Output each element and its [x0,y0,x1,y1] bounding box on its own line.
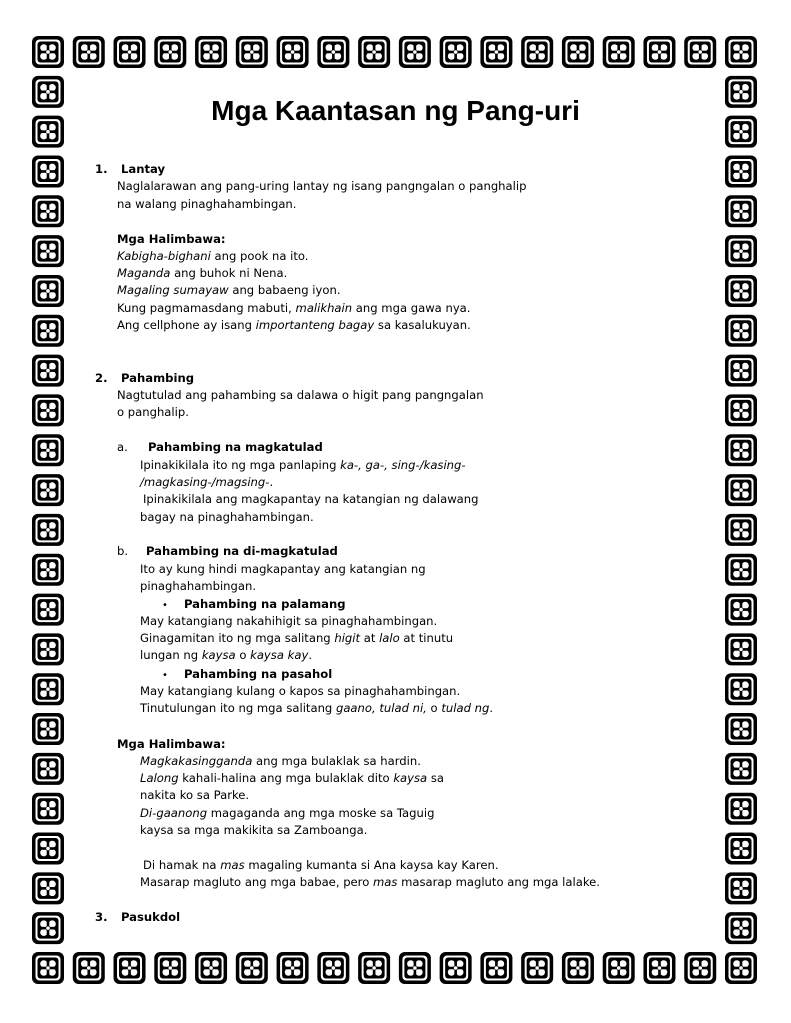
pahambing-description-line: o panghalip. [117,405,189,419]
example-text: sa [427,771,444,785]
text: lungan ng [140,648,202,662]
bullet-icon: • [162,670,168,681]
adjective: Maganda [117,266,171,280]
example-line [143,857,499,873]
example-line [117,317,471,333]
subsection-title: Pahambing na di-magkatulad [146,544,338,558]
bullet-text-line [140,647,312,663]
example-line: nakita ko sa Parke. [140,788,250,802]
example-line [140,805,434,821]
section-title: Lantay [121,162,166,176]
subsection-text-line: Ipinakikilala ang magkapantay na katangian ng dalawang [143,492,479,506]
text: o [235,648,251,662]
subsection-text-line: Ito ay kung hindi magkapantay ang katangian ng [140,562,426,576]
adjective: importanteng bagay [255,318,375,332]
example-text: magaganda ang mga moske sa Taguig [207,806,435,820]
example-line [117,248,308,264]
bullet-heading-palamang [162,596,346,614]
text: at [360,631,380,645]
keyword: lalo [379,631,400,645]
section-number: 1. [95,162,108,176]
subsection-text-line [140,474,273,490]
text: Ginagamitan ito ng mga salitang [140,631,335,645]
example-text: masarap magluto ang mga lalake. [397,875,600,889]
subsection-text-line: bagay na pinaghahambingan. [140,510,314,524]
adjective: Magaling sumayaw [117,283,229,297]
subsection-letter: a. [117,440,128,454]
adjective: Lalong [140,771,179,785]
text: . [489,701,494,715]
section-number: 3. [95,910,108,924]
bullet-title: Pahambing na palamang [184,597,346,611]
bullet-text-line: May katangiang nakahihigit sa pinaghahambingan. [140,614,438,628]
adjective: Magkakasingganda [140,754,253,768]
adjective: Di-gaanong [140,806,208,820]
example-text: Masarap magluto ang mga babae, pero [140,875,373,889]
example-text: Kung pagmamasdang mabuti, [117,301,296,315]
keyword: gaano, tulad ni, [335,701,427,715]
adjective: malikhain [295,301,353,315]
example-text: Di hamak na [143,858,221,872]
example-text: sa kasalukuyan. [374,318,471,332]
example-text: magaling kumanta si Ana kaysa kay Karen. [244,858,499,872]
section-title: Pahambing [121,371,194,385]
example-text: kahali-halina ang mga bulaklak dito [178,771,394,785]
example-line [117,282,341,298]
keyword: kaysa [393,771,428,785]
section-number: 2. [95,371,108,385]
keyword: kaysa kay [250,648,309,662]
subsection-heading-magkatulad [117,439,323,455]
affix-list: /magkasing-/magsing- [140,475,270,489]
section-heading-pasukdol [95,909,180,925]
bullet-icon: • [162,600,168,611]
text: Tinutulungan ito ng mga salitang [140,701,336,715]
keyword: higit [334,631,361,645]
example-text: ang buhok ni Nena. [170,266,288,280]
pahambing-description-line: Nagtutulad ang pahambing sa dalawa o higit pang pangngalan [117,388,484,402]
examples-heading: Mga Halimbawa: [117,232,226,246]
lantay-description-line: na walang pinaghahambingan. [117,197,297,211]
example-text: ang pook na ito. [210,249,309,263]
example-text: ang mga gawa nya. [352,301,471,315]
section-heading-lantay [95,161,165,177]
example-text: ang babaeng iyon. [228,283,341,297]
subsection-title: Pahambing na magkatulad [148,440,323,454]
section-heading-pahambing [95,370,194,386]
subsection-text-line: pinaghahambingan. [140,579,257,593]
adjective: mas [372,875,398,889]
affix-list: ka-, ga-, sing-/kasing- [340,458,466,472]
subsection-text-line [140,457,466,473]
keyword: kaysa [201,648,236,662]
text: at tinutu [399,631,454,645]
example-text: ang mga bulaklak sa hardin. [252,754,421,768]
example-line [140,770,444,786]
example-line: kaysa sa mga makikita sa Zamboanga. [140,823,368,837]
example-line [140,753,421,769]
text: . [269,475,274,489]
example-text: Ang cellphone ay isang [117,318,256,332]
text: Ipinakikilala ito ng mga panlaping [140,458,341,472]
example-line [117,300,470,316]
bullet-title: Pahambing na pasahol [184,667,333,681]
subsection-heading-di-magkatulad [117,543,338,559]
bullet-text-line: May katangiang kulang o kapos sa pinaghahambingan. [140,684,461,698]
example-line [140,874,600,890]
subsection-letter: b. [117,544,129,558]
page-title: Mga Kaantasan ng Pang-uri [211,95,580,126]
adjective: Kabigha-bighani [117,249,211,263]
example-line [117,265,287,281]
bullet-text-line [140,700,493,716]
text: o [426,701,442,715]
section-title: Pasukdol [121,910,181,924]
text: . [308,648,312,662]
keyword: tulad ng [441,701,490,715]
bullet-text-line [140,630,453,646]
examples-heading: Mga Halimbawa: [117,737,226,751]
bullet-heading-pasahol [162,666,332,684]
adjective: mas [220,858,245,872]
lantay-description-line: Naglalarawan ang pang-uring lantay ng isang pangngalan o panghalip [117,179,527,193]
